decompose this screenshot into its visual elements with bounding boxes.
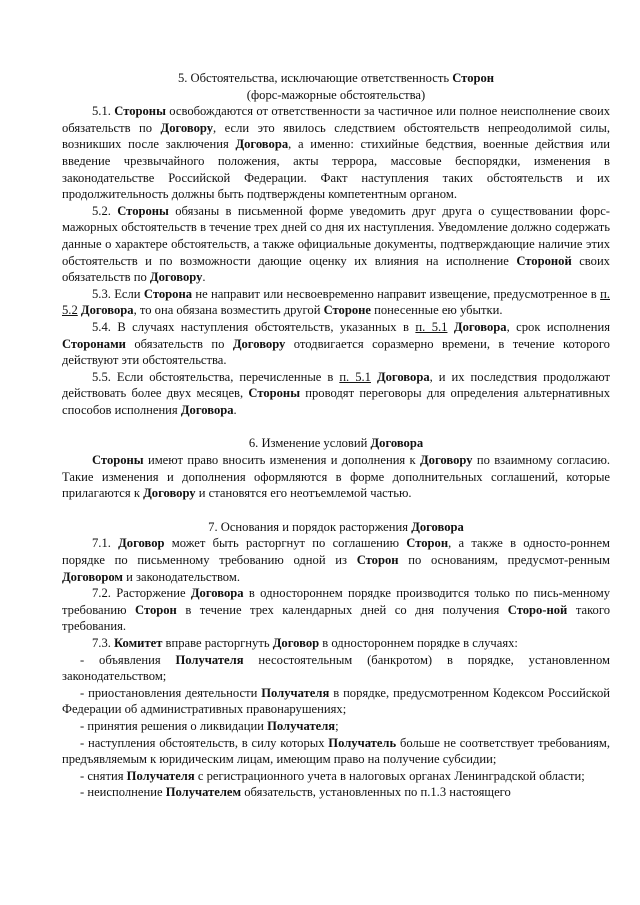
- clause-reference: п. 5.2: [62, 286, 610, 318]
- text-run: проводят переговоры для определения альтернативных способов исполнения: [62, 386, 610, 417]
- bold-term: Получателя: [126, 768, 195, 783]
- text-run: - наступления обстоятельств, в силу которых: [80, 735, 329, 750]
- clause-7-1: [62, 535, 610, 585]
- text-run: , срок исполнения: [506, 319, 610, 334]
- clause-7-2: [62, 585, 610, 635]
- clause-7-3: [62, 635, 610, 652]
- text-run: 7.2. Расторжение: [92, 586, 191, 601]
- text-run: 5.5. Если обстоятельства, перечисленные в: [92, 369, 340, 384]
- text-run: , а именно: стихийные бедствия, военные действия или введение чрезвычайного положения, акты террора, массовые беспорядки, изменения в законодательстве Российской Федерации. Факт наступления таких обстоятельств и их продолжительность должны быть подтверждены компетентным органом.: [62, 137, 610, 202]
- text-run: , то она обязана возместить другой: [133, 303, 324, 318]
- text-run: и законодательством.: [123, 569, 240, 584]
- text-run: в течение трех календарных дней со дня получения: [176, 602, 508, 617]
- text-run: 5.2.: [92, 203, 118, 218]
- section-6: [62, 435, 610, 501]
- text-run: .: [233, 402, 237, 417]
- bold-term: Договору: [160, 120, 214, 135]
- text-run: 5. Обстоятельства, исключающие ответственность: [177, 71, 453, 85]
- text-run: ;: [335, 718, 339, 733]
- text-run: 7.1.: [92, 536, 119, 551]
- section-7: [62, 519, 610, 801]
- bold-term: Договору: [420, 453, 473, 468]
- bold-term: Стороной: [516, 253, 572, 268]
- bold-term: Договора: [411, 519, 464, 534]
- bold-term: Договора: [180, 402, 234, 417]
- list-item: [62, 685, 610, 718]
- section-title: [62, 70, 610, 87]
- bold-term: Сторон: [356, 553, 399, 568]
- text-run: - снятия: [80, 768, 127, 783]
- text-run: с регистрационного учета в налоговых органах Ленинградской области;: [194, 768, 585, 783]
- text-run: - неисполнение: [80, 785, 166, 800]
- bold-term: Получателем: [165, 785, 242, 800]
- text-run: в порядке, предусмотренном Кодексом Российской Федерации об административных правонарушениях;: [62, 685, 611, 717]
- list-item: [62, 768, 610, 785]
- list-item: [62, 735, 610, 768]
- text-run: 5.4. В случаях наступления обстоятельств, указанных в: [92, 319, 416, 334]
- text-run: обязательств, установленных по п.1.3 настоящего: [241, 785, 511, 800]
- text-run: .: [202, 270, 206, 285]
- text-run: не направит или несвоевременно направит извещение, предусмотренное в: [192, 286, 601, 301]
- text-run: , а также в односто-роннем порядке по письменному требованию одной из: [62, 536, 611, 568]
- bold-term: Договору: [143, 486, 196, 501]
- bold-term: Сторон: [452, 71, 495, 85]
- text-run: в одностороннем порядке производится только по пись-менному требованию: [62, 586, 611, 617]
- bold-term: Стороны: [248, 386, 301, 401]
- text-run: несостоятельным (банкротом) в порядке, установленном законодательством;: [62, 652, 610, 684]
- section-title: [62, 435, 610, 452]
- bold-term: Договор: [272, 636, 320, 650]
- text-run: обязаны в письменной форме уведомить друг друга о существовании форс-мажорных обстоятельств в течение трех дней со дня их наступления. Уведомление должно содержать данные о характере обстоятельств, а также официальные документы, подтверждающие наличие этих обстоятельств и по возможности дающие оценку их влияния на исполнение: [62, 203, 610, 268]
- bold-term: Получателя: [175, 652, 244, 667]
- text-run: обязательств по: [125, 336, 233, 351]
- text-run: может быть расторгнут по соглашению: [164, 536, 407, 551]
- bold-term: Договора: [190, 586, 244, 601]
- text-run: своих обязательств по: [62, 253, 610, 285]
- list-item: [62, 652, 610, 685]
- text-run: по взаимному согласию. Такие изменения и дополнения оформляются в форме дополнительных соглашений, которые прилагаются к: [62, 453, 611, 501]
- bold-term: Договора: [235, 137, 289, 152]
- bold-term: Договора: [453, 319, 507, 334]
- text-run: 7. Основания и порядок расторжения: [208, 519, 412, 534]
- clause-5-1: [62, 103, 610, 203]
- text-run: , и их последствия продолжают действовать более двух месяцев,: [62, 369, 610, 401]
- text-run: вправе расторгнуть: [162, 636, 273, 650]
- text-run: - принятия решения о ликвидации: [80, 718, 268, 733]
- bold-term: Получатель: [328, 735, 397, 750]
- bold-term: Договору: [149, 270, 203, 285]
- text-run: такого требования.: [62, 602, 611, 634]
- text-run: - приостановления деятельности: [80, 685, 262, 700]
- bold-term: Договора: [376, 369, 430, 384]
- bold-term: Договором: [62, 569, 124, 584]
- bold-term: Сторон: [406, 536, 449, 551]
- text-run: 5.3. Если: [92, 286, 144, 301]
- text-run: понесенные ею убытки.: [371, 303, 503, 318]
- clause-5-5: [62, 369, 610, 419]
- text-run: по основаниям, предусмот-ренным: [398, 553, 611, 568]
- bold-term: Договору: [232, 336, 286, 351]
- bold-term: Договора: [370, 436, 424, 451]
- clause-reference: п. 5.1: [415, 319, 448, 334]
- bold-term: Стороне: [323, 303, 371, 318]
- bold-term: Сторон: [135, 602, 177, 617]
- text-run: в одностороннем порядке в случаях:: [319, 636, 518, 650]
- clause-6: [62, 452, 610, 502]
- bold-term: Стороны: [117, 203, 169, 218]
- bold-term: Стороны: [114, 104, 166, 119]
- bold-term: Сторонами: [62, 336, 126, 351]
- section-5: [62, 70, 610, 418]
- text-run: и становятся его неотъемлемой частью.: [195, 486, 412, 501]
- bold-term: Получателя: [267, 718, 336, 733]
- list-item: [62, 784, 610, 801]
- bold-term: Сторона: [143, 286, 193, 301]
- bold-term: Получателя: [261, 685, 330, 700]
- text-run: , если это явилось следствием обстоятельств непреодолимой силы, возникших после заключения: [62, 120, 610, 152]
- text-run: имеют право вносить изменения и дополнения к: [143, 453, 421, 468]
- bold-term: Договор: [118, 536, 165, 551]
- text-run: больше не соответствует требованиям, предъявляемым к юридическим лицам, имеющим право на получение субсидии;: [62, 735, 610, 767]
- clause-5-4: [62, 319, 610, 369]
- clause-5-3: [62, 286, 610, 319]
- clause-reference: п. 5.1: [339, 369, 371, 384]
- clause-5-2: [62, 203, 610, 286]
- text-run: - объявления: [80, 652, 176, 667]
- list-item: [62, 718, 610, 735]
- section-subtitle: [62, 87, 610, 104]
- text-run: освобождаются от ответственности за частичное или полное неисполнение своих обязательств по: [62, 104, 610, 135]
- bold-term: Комитет: [114, 636, 163, 650]
- text-run: 6. Изменение условий: [248, 436, 371, 451]
- text-run: (форс-мажорные обстоятельства): [246, 87, 426, 102]
- bold-term: Договора: [80, 303, 134, 318]
- text-run: 7.3.: [92, 636, 115, 650]
- section-title: [62, 519, 610, 536]
- text-run: отодвигается соразмерно времени, в течение которого действуют эти обстоятельства.: [62, 336, 610, 368]
- document-page: [62, 70, 610, 801]
- bold-term: Стороны: [92, 453, 144, 468]
- text-run: 5.1.: [92, 104, 115, 119]
- bold-term: Сторо-ной: [507, 602, 568, 617]
